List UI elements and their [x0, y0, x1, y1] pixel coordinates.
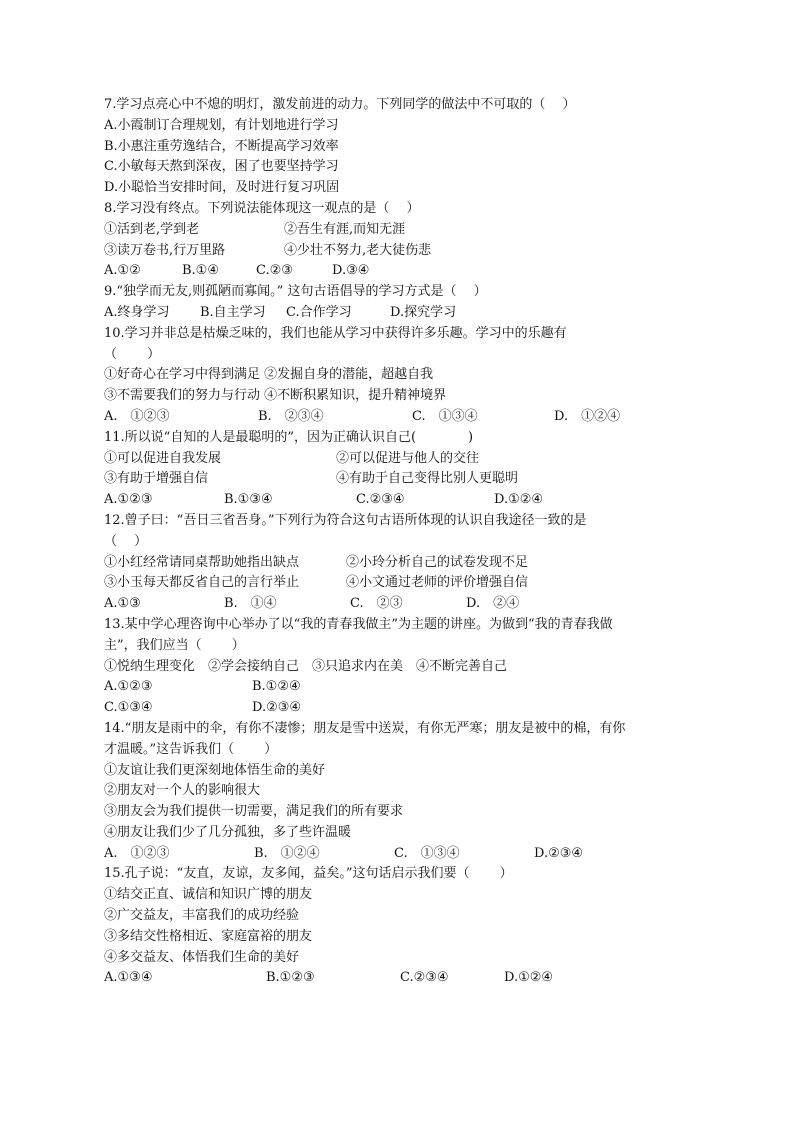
choice-c: C. ②③ [350, 596, 403, 612]
choice-a: A.①②③ [104, 492, 153, 508]
statement-1: ①活到老,学到老 [104, 221, 200, 237]
question-stem: 15.孔子说：“友直，友谅，友多闻，益矣。”这句话启示我们要（ ） [104, 866, 513, 882]
question-7 [104, 95, 704, 199]
choice-a: A.①③④ [104, 970, 153, 986]
choice-b: B. ②③④ [258, 408, 324, 424]
statement-4: ④小文通过老师的评价增强自信 [346, 575, 529, 591]
choice-a: A. ①②③ [104, 408, 170, 424]
question-stem: 12.曾子曰：“吾日三省吾身。”下列行为符合这句古语所体现的认识自我途径一致的是 [104, 512, 587, 528]
choice-d: D.①②④ [504, 970, 554, 986]
answer-choices [104, 261, 704, 282]
statement-2: ②吾生有涯,而知无涯 [284, 221, 406, 237]
choice-c: C. ①③④ [394, 845, 460, 861]
choice-d: D.③④ [332, 263, 370, 279]
statement-line: ①悦纳生理变化 ②学会接纳自己 ③只追求内在美 ④不断完善自己 [104, 658, 508, 674]
choice-a: A.①③ [104, 596, 141, 612]
choice-d: D.②③④ [534, 845, 584, 861]
question-stem-continued: （ ） [104, 533, 148, 549]
question-12 [104, 511, 704, 615]
statement-line: ④朋友让我们少了几分孤独，多了些许温暖 [104, 824, 352, 840]
statement-row [104, 469, 704, 490]
option-a: A.小霞制订合理规划，有计划地进行学习 [104, 117, 339, 133]
question-stem: 11.所以说“自知的人是最聪明的”，因为正确认识自己( ) [104, 429, 474, 445]
choice-b: B.自主学习 [200, 304, 266, 320]
option-c: C.小敏每天熬到深夜，困了也要坚持学习 [104, 159, 339, 175]
choice-b: B. ①②④ [254, 845, 320, 861]
choice-c: C.②③④ [400, 970, 449, 986]
statement-1: ①可以促进自我发展 [104, 450, 222, 466]
question-9 [104, 282, 704, 324]
statement-line: ③不需要我们的努力与行动 ④不断积累知识，提升精神境界 [104, 388, 447, 404]
statement-4: ④有助于自己变得比别人更聪明 [336, 471, 519, 487]
statement-line: ②广交益友，丰富我们的成功经验 [104, 908, 300, 924]
question-list [104, 95, 704, 989]
answer-choices [104, 490, 704, 511]
statement-line: ①结交正直、诚信和知识广博的朋友 [104, 887, 313, 903]
choice-d: D.②③④ [252, 700, 302, 716]
statement-line: ③多结交性格相近、家庭富裕的朋友 [104, 928, 313, 944]
choice-b: B.①②③ [266, 970, 315, 986]
choice-c: C.①③④ [104, 700, 153, 716]
statement-row [104, 449, 704, 470]
question-15 [104, 864, 704, 989]
answer-choices [104, 407, 704, 428]
statement-row [104, 573, 704, 594]
question-8 [104, 199, 704, 282]
statement-row [104, 241, 704, 262]
statement-2: ②可以促进与他人的交往 [336, 450, 480, 466]
question-stem-continued: 才温暖。”这告诉我们（ ） [104, 741, 278, 757]
statement-row [104, 220, 704, 241]
choice-a: A. ①②③ [104, 845, 170, 861]
option-d: D.小聪恰当安排时间，及时进行复习巩固 [104, 180, 340, 196]
choice-c: C.②③ [256, 263, 293, 279]
choice-c: C. ①③④ [412, 408, 478, 424]
statement-row [104, 553, 704, 574]
choice-c: C.合作学习 [286, 304, 352, 320]
answer-choices [104, 594, 704, 615]
choice-b: B.①④ [182, 263, 219, 279]
answer-choices [104, 677, 704, 698]
option-b: B.小惠注重劳逸结合，不断提高学习效率 [104, 138, 339, 154]
question-stem-continued: 主”，我们应当（ ） [104, 637, 245, 653]
question-10 [104, 324, 704, 428]
choice-d: D.探究学习 [390, 304, 457, 320]
choice-b: B. ①④ [224, 596, 277, 612]
choice-a: A.①② [104, 263, 141, 279]
answer-choices [104, 303, 704, 324]
choice-a: A.终身学习 [104, 304, 170, 320]
statement-line: ①友谊让我们更深刻地体悟生命的美好 [104, 762, 326, 778]
statement-line: ②朋友对一个人的影响很大 [104, 783, 261, 799]
question-stem: 14.“朋友是雨中的伞，有你不凄惨；朋友是雪中送炭，有你无严寒；朋友是被中的棉，有你 [104, 720, 626, 736]
statement-line: ④多交益友、体悟我们生命的美好 [104, 949, 300, 965]
answer-choices [104, 844, 704, 865]
question-11 [104, 428, 704, 511]
statement-4: ④少壮不努力,老大徒伤悲 [284, 242, 432, 258]
choice-d: D. ②④ [466, 596, 520, 612]
choice-d: D.①②④ [494, 492, 544, 508]
statement-3: ③有助于增强自信 [104, 471, 209, 487]
choice-d: D. ①②④ [554, 408, 621, 424]
question-stem: 8.学习没有终点。下列说法能体现这一观点的是（ ） [104, 200, 420, 216]
statement-line: ③朋友会为我们提供一切需要，满足我们的所有要求 [104, 804, 404, 820]
question-stem: 13.某中学心理咨询中心举办了以“我的青春我做主”为主题的讲座。为做到“我的青春我做 [104, 616, 613, 632]
question-stem: 10.学习并非总是枯燥乏味的，我们也能从学习中获得许多乐趣。学习中的乐趣有 [104, 325, 567, 341]
answer-choices [104, 968, 704, 989]
answer-choices [104, 698, 704, 719]
statement-3: ③读万卷书,行万里路 [104, 242, 226, 258]
choice-b: B.①③④ [224, 492, 273, 508]
question-stem: 7.学习点亮心中不熄的明灯，激发前进的动力。下列同学的做法中不可取的（ ） [104, 97, 576, 112]
statement-3: ③小玉每天都反省自己的言行举止 [104, 575, 300, 591]
choice-a: A.①②③ [104, 679, 153, 695]
statement-2: ②小玲分析自己的试卷发现不足 [346, 554, 529, 570]
question-stem: 9.“独学而无友,则孤陋而寡闻。” 这句古语倡导的学习方式是（ ） [104, 284, 487, 300]
question-13 [104, 615, 704, 719]
statement-1: ①小红经常请同桌帮助她指出缺点 [104, 554, 300, 570]
choice-b: B.①②④ [252, 679, 301, 695]
statement-line: ①好奇心在学习中得到满足 ②发掘自身的潜能，超越自我 [104, 367, 434, 383]
question-stem-continued: （ ） [104, 346, 161, 362]
choice-c: C.②③④ [356, 492, 405, 508]
question-14 [104, 719, 704, 865]
